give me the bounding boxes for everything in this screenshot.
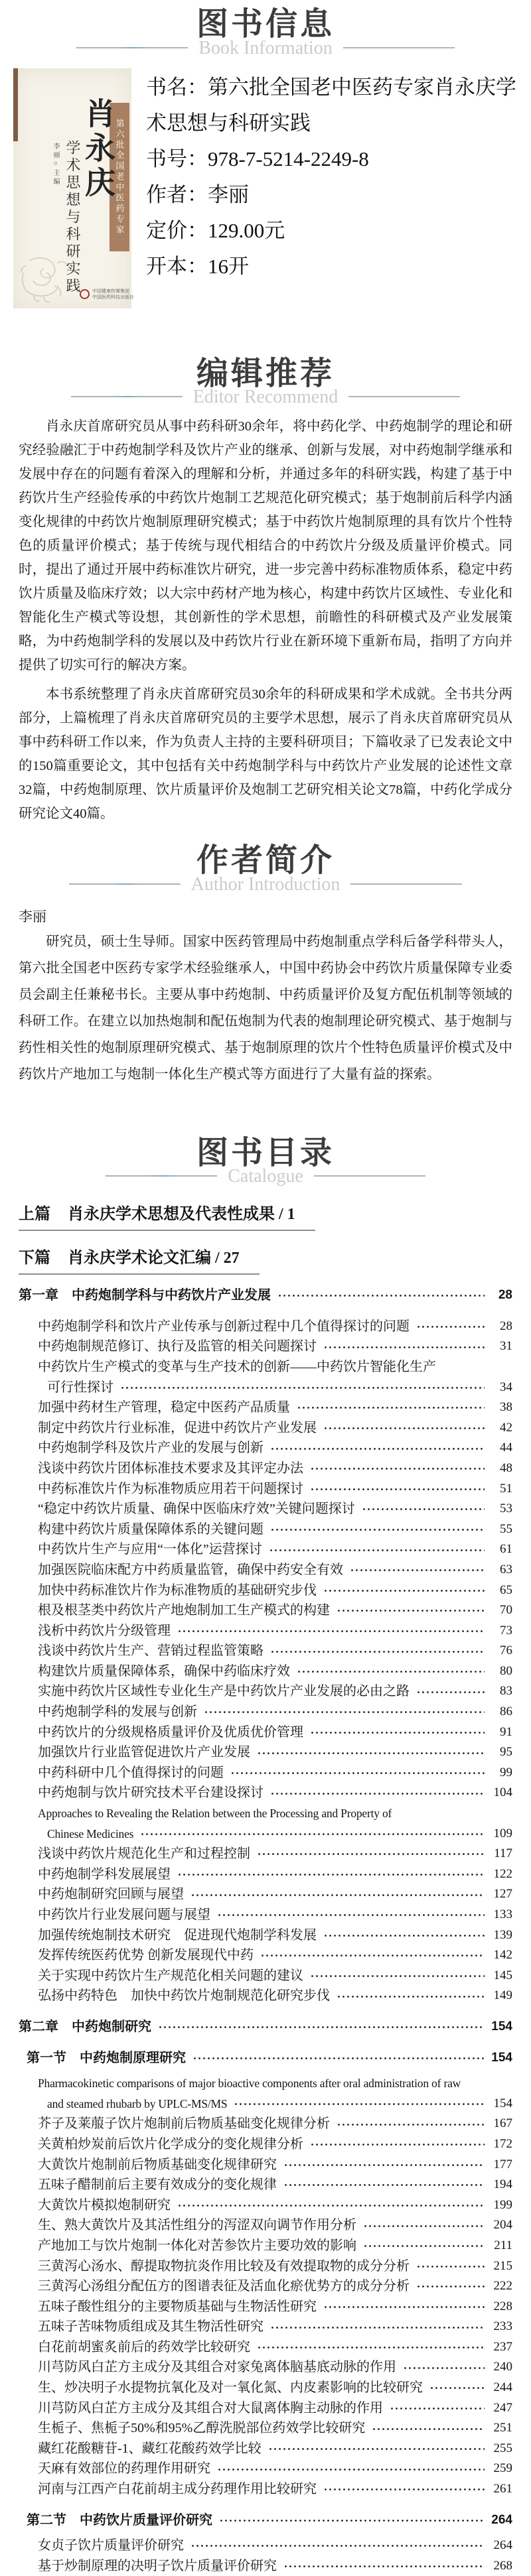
dot-leader xyxy=(257,1844,485,1864)
editor-paragraph-1: 肖永庆首席研究员从事中药科研30余年，将中药化学、中药炮制学的理论和研究经验融汇于中药炮制学科及饮片产业的继承、创新与发展，对中药炮制学继承和发展中存在的问题有着深入的理解和分析，并通过多年的科研实践，构建了基于中药饮片生产经验传承的中药饮片炮制工艺规范化研究模式；基于炮制前后科学内涵变化规律的中药饮片炮制原理研究模式；基于中药饮片炮制原理的具有饮片个性特色的质量评价模式；基于传统与现代相结合的中药饮片分级及质量评价模式。同时，提出了通过开展中药标准饮片研究，进一步完善中药标准物质体系，稳定中药饮片质量及临床疗效；以大宗中药材产地为核心，构建中药饮片区域性、专业化和智能化生产模式等设想，其创新性的学术思想，前瞻性的科研模式及产业发展策略，为中药炮制学科的发展以及中药饮片行业在新环境下重新布局，指明了方向并提供了切实可行的解决方案。 xyxy=(19,419,512,673)
cover-spine-stripe xyxy=(13,68,18,141)
toc-entry: 中药饮片的分级规格质量评价及优质优价管理 91 xyxy=(19,1722,512,1743)
toc-entry: 天麻有效部位的药理作用研究 259 xyxy=(19,2459,512,2479)
toc-page-number: 261 xyxy=(493,2482,512,2496)
author-subtitle-row xyxy=(0,875,531,895)
kylin-ornament-icon xyxy=(17,253,74,304)
toc-entry: 中药科研中几个值得探讨的问题 99 xyxy=(19,1763,512,1783)
dot-leader xyxy=(268,2439,485,2459)
dot-leader xyxy=(270,1519,485,1540)
dot-leader xyxy=(269,1539,485,1560)
toc-page-number: 31 xyxy=(500,1339,512,1354)
toc-list xyxy=(0,1285,531,2576)
dot-leader xyxy=(416,1681,485,1702)
toc-entry: 加快中药标准饮片作为标准物质的基础研究步伐 65 xyxy=(19,1580,512,1601)
toc-entry: 芥子及莱菔子饮片炮制前后物质基础变化规律分析 167 xyxy=(19,2114,512,2134)
dot-leader xyxy=(177,1621,485,1642)
cover-editor-note: 李丽○主编 xyxy=(52,142,59,186)
book-fields xyxy=(131,68,519,308)
toc-page-number: 154 xyxy=(491,2019,512,2033)
toc-entry: 加强传统炮制技术研究 促进现代炮制学科发展 139 xyxy=(19,1925,512,1946)
toc-entry: 实施中药饮片区域性专业化生产是中药饮片产业发展的必由之路 83 xyxy=(19,1681,512,1702)
toc-entry: 制定中药饮片行业标准，促进中药饮片产业发展 42 xyxy=(19,1418,512,1439)
dot-leader xyxy=(416,1317,485,1337)
toc-page-number: 91 xyxy=(500,1724,512,1739)
toc-part-lower-text: 下篇 肖永庆学术论文汇编 / 27 xyxy=(19,1244,260,1275)
toc-page-number: 211 xyxy=(494,2238,512,2252)
toc-section: 第二节 中药饮片质量评价研究 264 xyxy=(19,2510,512,2531)
divider-line-left xyxy=(71,396,183,397)
toc-entry: 白花前胡蜜炙前后的药效学比较研究 237 xyxy=(19,2337,512,2358)
toc-page-number: 70 xyxy=(500,1603,512,1618)
author-title-cn: 作者简介 xyxy=(196,843,335,879)
toc-page-number: 154 xyxy=(493,2096,512,2110)
toc-entry: 发挥传统医药优势 创新发展现代中药 142 xyxy=(19,1945,512,1966)
toc-page-number: 233 xyxy=(493,2319,512,2334)
toc-page-number: 167 xyxy=(493,2116,512,2131)
toc-entry: 生栀子、焦栀子50%和95%乙醇洗脱部位药效学比较研究 251 xyxy=(19,2418,512,2439)
toc-entry: 加强中药材生产管理，稳定中医药产品质量 38 xyxy=(19,1397,512,1418)
toc-page-number: 149 xyxy=(493,1988,512,2003)
dot-leader xyxy=(270,1438,485,1458)
toc-entry: 五味子苦味物质组成及其生物活性研究 233 xyxy=(19,2317,512,2337)
toc-entry: 弘扬中药特色 加快中药饮片炮制规范化研究步伐 149 xyxy=(19,1986,512,2006)
toc-page-number: 53 xyxy=(500,1502,512,1516)
dot-leader xyxy=(390,2398,485,2419)
toc-page-number: 80 xyxy=(500,1663,512,1678)
toc-entry: 女贞子饮片质量评价研究 264 xyxy=(19,2536,512,2556)
toc-entry: 中药炮制学科的发展与创新 86 xyxy=(19,1702,512,1722)
toc-entry: 藏红花酸糖苷-1、藏红花酸药效学比较 255 xyxy=(19,2439,512,2459)
dot-leader xyxy=(323,1925,485,1946)
toc-page-number: 255 xyxy=(493,2441,512,2455)
toc-entry: 生、炒决明子水提物抗氧化及对一氧化氮、内皮素影响的比较研究 244 xyxy=(19,2378,512,2398)
toc-entry: 中药炮制与饮片研究技术平台建设探讨 104 xyxy=(19,1783,512,1803)
toc-entry: 中药饮片生产与应用“一体化”运营探讨 61 xyxy=(19,1539,512,1560)
dot-leader xyxy=(403,2357,485,2378)
toc-page-number: 104 xyxy=(493,1785,512,1800)
dot-leader xyxy=(283,2556,485,2576)
book-info-subtitle-row xyxy=(0,38,531,59)
toc-entry-continued: 可行性探讨 34 xyxy=(19,1378,512,1398)
toc-entry: “稳定中药饮片质量、确保中医临床疗效”关键问题探讨 53 xyxy=(19,1499,512,1519)
dot-leader xyxy=(234,2094,485,2114)
dot-leader xyxy=(429,2378,485,2398)
section-header-book-info xyxy=(0,7,531,59)
toc-page-number: 251 xyxy=(493,2421,512,2435)
toc-page-number: 247 xyxy=(493,2400,512,2415)
toc-page-number: 199 xyxy=(493,2197,512,2212)
toc-entry: Approaches to Revealing the Relation between the Processing and Property of xyxy=(38,1807,392,1821)
dot-leader xyxy=(323,1418,485,1439)
toc-page-number: 177 xyxy=(493,2157,512,2171)
editor-paragraph-2: 本书系统整理了肖永庆首席研究员30余年的科研成果和学术成就。全书共分两部分，上篇梳理了肖永庆首席研究员的主要学术思想，展示了肖永庆首席研究员从事中药科研工作以来，作为负责人主持的主要科研项目；下篇收录了已发表论文中的150篇重要论文，其中包括有关中药炮制学科与中药饮片产业发展的论述性文章32篇，中药炮制原理、饮片质量评价及炮制工艺研究相关论文78篇，中药化学成分研究论文40篇。 xyxy=(19,687,512,822)
catalogue-subtitle-row xyxy=(0,1167,531,1187)
toc-page-number: 55 xyxy=(500,1521,512,1536)
editor-title-en: Editor Recommend xyxy=(192,387,339,408)
dot-leader xyxy=(362,1499,485,1519)
toc-entry: 产地加工与饮片炮制一体化对苦参饮片主要功效的影响 211 xyxy=(19,2236,512,2256)
toc-entry: 根及根茎类中药饮片产地炮制加工生产模式的构建 70 xyxy=(19,1600,512,1621)
field-isbn: 书号：978-7-5214-2249-8 xyxy=(146,147,369,170)
toc-page-number: 139 xyxy=(493,1927,512,1942)
toc-entry: 中药饮片生产模式的变革与生产技术的创新——中药饮片智能化生产 xyxy=(38,1359,436,1374)
toc-page-number: 63 xyxy=(500,1562,512,1577)
toc-page-number: 222 xyxy=(493,2279,512,2293)
dot-leader xyxy=(270,1641,485,1661)
dot-leader xyxy=(158,2017,485,2037)
dot-leader xyxy=(217,1905,485,1925)
toc-entry: 浅析中药饮片分级管理 73 xyxy=(19,1621,512,1642)
toc-page-number: 51 xyxy=(500,1481,512,1496)
toc-entry: Pharmacokinetic comparisons of major bioactive components after oral administration of raw xyxy=(38,2077,461,2091)
toc-page-number: 145 xyxy=(493,1968,512,1982)
dot-leader xyxy=(190,2536,485,2556)
toc-entry: 关于实现中药饮片生产规范化相关问题的建议 145 xyxy=(19,1966,512,1986)
toc-page-number: 28 xyxy=(498,1288,512,1303)
toc-entry: 大黄饮片模拟炮制研究 199 xyxy=(19,2195,512,2216)
toc-page-number: 28 xyxy=(500,1319,512,1333)
dot-leader xyxy=(257,1742,485,1763)
dot-leader xyxy=(310,1966,485,1986)
toc-page-number: 117 xyxy=(494,1846,512,1861)
divider-line-right xyxy=(343,47,455,48)
toc-entry: 五味子酸性组分的主要物质基础与生物活性研究 228 xyxy=(19,2297,512,2317)
toc-page-number: 73 xyxy=(500,1623,512,1638)
toc-page-number: 42 xyxy=(500,1420,512,1435)
divider-line-right xyxy=(314,1175,425,1177)
toc-page-number: 259 xyxy=(493,2461,512,2476)
toc-page-number: 194 xyxy=(493,2177,512,2192)
divider-line-left xyxy=(69,883,181,885)
toc-page-number: 99 xyxy=(500,1765,512,1779)
toc-entry: 加强医院临床配方中药质量监管，确保中药安全有效 63 xyxy=(19,1560,512,1580)
toc-entry: 关黄柏炒炭前后饮片化学成分的变化规律分析 172 xyxy=(19,2134,512,2155)
toc-entry: 中药标准饮片作为标准物质应用若干问题探讨 51 xyxy=(19,1479,512,1500)
dot-leader xyxy=(190,1884,485,1905)
toc-entry: 中药炮制学科及饮片产业的发展与创新 44 xyxy=(19,1438,512,1458)
dot-leader xyxy=(372,2418,485,2439)
divider-line-right xyxy=(350,883,462,885)
toc-entry: 生、熟大黄饮片及其活性组分的泻涩双向调节作用分析 204 xyxy=(19,2215,512,2236)
section-header-author xyxy=(0,843,531,895)
toc-page-number: 264 xyxy=(491,2512,512,2527)
cover-calligraphy-title: 肖永庆 xyxy=(81,97,115,201)
toc-page-number: 61 xyxy=(500,1542,512,1557)
divider-line-left xyxy=(106,1175,217,1177)
dot-leader xyxy=(363,2236,485,2256)
toc-page-number: 122 xyxy=(493,1866,512,1881)
book-cover-image xyxy=(13,68,134,308)
toc-page-number: 76 xyxy=(500,1643,512,1658)
toc-entry: 中药炮制学科和饮片产业传承与创新过程中几个值得探讨的问题 28 xyxy=(19,1317,512,1337)
toc-entry-continued: Chinese Medicines 109 xyxy=(19,1824,512,1844)
publisher-names xyxy=(92,289,134,300)
catalogue-title-en: Catalogue xyxy=(228,1166,303,1187)
toc-page-number: 204 xyxy=(493,2218,512,2232)
dot-leader xyxy=(310,2134,485,2155)
toc-page-number: 237 xyxy=(493,2339,512,2354)
toc-page-number: 215 xyxy=(493,2258,512,2273)
cover-series-text: 第六批全国老中医药专家 xyxy=(114,118,125,235)
dot-leader xyxy=(323,1580,485,1601)
dot-leader xyxy=(270,2317,485,2337)
toc-entry: 中药炮制规范修订、执行及监管的相关问题探讨 31 xyxy=(19,1336,512,1357)
toc-page-number: 240 xyxy=(493,2360,512,2374)
toc-entry: 基于炒制原理的决明子饮片质量评价研究 268 xyxy=(19,2556,512,2576)
field-author: 作者：李丽 xyxy=(146,182,249,206)
toc-page-number: 268 xyxy=(493,2558,512,2573)
author-name: 李丽 xyxy=(19,908,46,925)
toc-entry: 构建饮片质量保障体系，确保中药临床疗效 80 xyxy=(19,1661,512,1682)
dot-leader xyxy=(337,1600,485,1621)
editor-subtitle-row xyxy=(0,387,531,408)
dot-leader xyxy=(297,1661,485,1682)
dot-leader xyxy=(323,2297,485,2317)
toc-part-upper xyxy=(0,1200,531,1231)
toc-entry: 构建中药饮片质量保障体系的关键问题 55 xyxy=(19,1519,512,1540)
section-header-editor xyxy=(0,356,531,409)
toc-entry: 川芎防风白芷方主成分及其组合对大鼠离体胸主动脉的作用 247 xyxy=(19,2398,512,2419)
field-format: 开本：16开 xyxy=(146,254,249,278)
dot-leader xyxy=(323,1336,485,1357)
toc-entry: 川芎防风白芷方主成分及其组合对家兔离体脑基底动脉的作用 240 xyxy=(19,2357,512,2378)
toc-entry-continued: and steamed rhubarb by UPLC-MS/MS 154 xyxy=(19,2094,512,2114)
toc-page-number: 83 xyxy=(500,1684,512,1699)
dot-leader xyxy=(416,2256,485,2277)
publisher-line1: 中国健康传媒集团 xyxy=(92,288,129,294)
dot-leader xyxy=(140,1824,485,1844)
editor-title-cn: 编辑推荐 xyxy=(196,355,335,391)
toc-entry: 浅谈中药饮片规范化生产和过程控制 117 xyxy=(19,1844,512,1864)
book-info-block xyxy=(0,68,531,308)
divider-line-right xyxy=(348,396,460,397)
page xyxy=(0,7,531,2576)
dot-leader xyxy=(177,2195,485,2216)
cover-subtitle-vertical: 学术思想与科研实践 xyxy=(64,139,81,295)
toc-entry: 中药炮制学科发展展望 122 xyxy=(19,1864,512,1885)
toc-page-number: 38 xyxy=(500,1400,512,1415)
toc-page-number: 244 xyxy=(493,2380,512,2395)
toc-page-number: 44 xyxy=(500,1441,512,1455)
dot-leader xyxy=(217,2459,485,2479)
toc-chapter: 第二章 中药炮制研究 154 xyxy=(19,2017,512,2037)
toc-page-number: 172 xyxy=(493,2136,512,2151)
toc-page-number: 133 xyxy=(493,1907,512,1921)
dot-leader xyxy=(230,1763,485,1783)
toc-chapter: 第一章 中药炮制学科与中药饮片产业发展 28 xyxy=(19,1285,512,1306)
dot-leader xyxy=(310,1458,485,1479)
toc-page-number: 48 xyxy=(500,1460,512,1475)
toc-page-number: 109 xyxy=(493,1826,512,1840)
publisher-block xyxy=(80,289,134,300)
toc-section: 第一节 中药炮制原理研究 154 xyxy=(19,2048,512,2069)
toc-entry: 中药炮制研究回顾与展望 127 xyxy=(19,1884,512,1905)
toc-page-number: 95 xyxy=(500,1745,512,1760)
dot-leader xyxy=(323,2479,485,2500)
toc-page-number: 142 xyxy=(493,1948,512,1963)
dot-leader xyxy=(283,2155,485,2175)
toc-entry: 河南与江西产白花前胡主成分药理作用比较研究 261 xyxy=(19,2479,512,2500)
dot-leader xyxy=(283,2175,485,2195)
toc-page-number: 228 xyxy=(493,2299,512,2313)
toc-page-number: 264 xyxy=(493,2538,512,2553)
book-info-title-cn: 图书信息 xyxy=(196,7,335,42)
dot-leader xyxy=(219,2510,485,2531)
toc-entry: 浅谈中药饮片生产、营销过程监管策略 76 xyxy=(19,1641,512,1661)
toc-entry: 中药饮片行业发展问题与展望 133 xyxy=(19,1905,512,1925)
toc-page-number: 34 xyxy=(500,1380,512,1394)
toc-page-number: 154 xyxy=(491,2050,512,2065)
dot-leader xyxy=(363,2215,485,2236)
dot-leader xyxy=(310,1722,485,1743)
toc-entry: 五味子醋制前后主要有效成分的变化规律 194 xyxy=(19,2175,512,2195)
toc-entry: 大黄饮片炮制前后物质基础变化规律研究 177 xyxy=(19,2155,512,2175)
dot-leader xyxy=(297,1397,485,1418)
dot-leader xyxy=(204,1702,485,1722)
dot-leader xyxy=(337,1986,485,2006)
dot-leader xyxy=(192,2048,485,2069)
dot-leader xyxy=(120,1378,485,1398)
divider-line-left xyxy=(76,47,188,48)
toc-page-number: 65 xyxy=(500,1582,512,1597)
dot-leader xyxy=(257,2337,485,2358)
publisher-line2: 中国医药科技出版社 xyxy=(92,294,134,300)
field-title: 书名：第六批全国老中医药专家肖永庆学术思想与科研实践 xyxy=(146,75,516,135)
toc-page-number: 127 xyxy=(493,1887,512,1901)
author-title-en: Author Introduction xyxy=(190,873,341,895)
dot-leader xyxy=(260,1945,485,1966)
toc-entry: 浅谈中药饮片团体标准技术要求及其评定办法 48 xyxy=(19,1458,512,1479)
toc-part-upper-text: 上篇 肖永庆学术思想及代表性成果 / 1 xyxy=(19,1200,315,1231)
book-info-title-en: Book Information xyxy=(198,37,333,58)
dot-leader xyxy=(270,1783,485,1803)
publisher-logo-icon xyxy=(80,289,90,299)
toc-entry: 三黄泻心汤水、醇提取物抗炎作用比较及有效提取物的成分分析 215 xyxy=(19,2256,512,2277)
dot-leader xyxy=(337,2114,485,2134)
field-price: 定价：129.00元 xyxy=(146,218,285,242)
toc-page-number: 86 xyxy=(500,1705,512,1719)
toc-part-lower xyxy=(0,1244,531,1275)
dot-leader xyxy=(416,2276,485,2297)
author-paragraph: 研究员，硕士生导师。国家中医药管理局中药炮制重点学科后备学科带头人，第六批全国老中医药专家学术经验继承人，中国中药协会中药饮片质量保障专业委员会副主任兼秘书长。主要从事中药炮制、中药质量评价及复方配伍机制等领域的科研工作。在建立以加热炮制和配伍炮制为代表的炮制理论研究模式、基于炮制与药性相关性的炮制原理研究模式、基于炮制原理的饮片个性特色质量评价模式及中药饮片产地加工与炮制一体化生产模式等方面进行了大量有益的探索。 xyxy=(19,934,512,1082)
toc-entry: 三黄泻心汤组分配伍方的图谱表征及活血化瘀优势方的成分分析 222 xyxy=(19,2276,512,2297)
dot-leader xyxy=(350,1560,485,1580)
dot-leader xyxy=(310,1479,485,1500)
toc-entry: 加强饮片行业监管促进饮片产业发展 95 xyxy=(19,1742,512,1763)
section-header-catalogue xyxy=(0,1135,531,1188)
dot-leader xyxy=(277,1285,485,1306)
catalogue-title-cn: 图书目录 xyxy=(196,1135,335,1171)
dot-leader xyxy=(177,1864,485,1885)
